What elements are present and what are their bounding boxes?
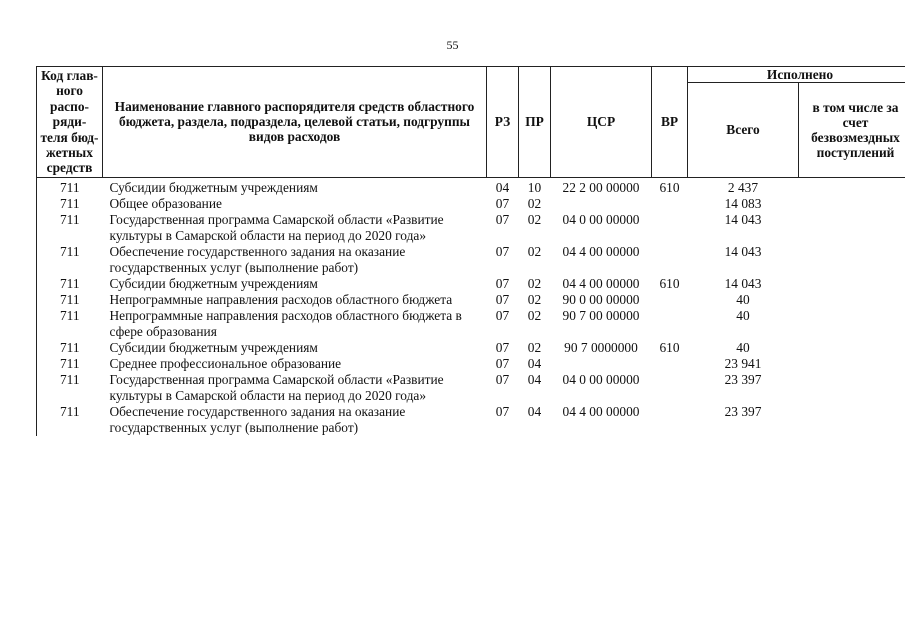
table-row xyxy=(37,404,905,436)
cell-pr: 02 xyxy=(527,307,542,323)
cell-free xyxy=(799,292,905,308)
cell-total: 2 437 xyxy=(727,179,759,195)
cell-pr: 04 xyxy=(527,355,542,371)
cell-rz: 07 xyxy=(495,275,510,291)
table-row xyxy=(37,212,905,244)
table-row xyxy=(37,292,905,308)
cell-free xyxy=(799,340,905,356)
cell-free xyxy=(799,244,905,276)
cell-code: 711 xyxy=(37,372,103,404)
cell-name: Среднее профессиональное образование xyxy=(109,355,342,371)
header-rz: РЗ xyxy=(487,67,519,178)
cell-code: 711 xyxy=(37,404,103,436)
cell-vr xyxy=(652,292,688,308)
cell-name: Обеспечение государственного задания на оказание государственных услуг (выполнение работ) xyxy=(109,403,406,435)
table-row xyxy=(37,356,905,372)
cell-free xyxy=(799,177,905,196)
cell-name: Субсидии бюджетным учреждениям xyxy=(109,339,318,355)
cell-pr: 02 xyxy=(527,275,542,291)
cell-name: Государственная программа Самарской области «Развитие культуры в Самарской области на период до 2020 года» xyxy=(109,211,444,243)
page-number: 55 xyxy=(446,38,459,52)
header-vr: ВР xyxy=(652,67,688,178)
cell-rz: 07 xyxy=(495,195,510,211)
cell-rz: 07 xyxy=(495,211,510,227)
header-csr: ЦСР xyxy=(551,67,652,178)
cell-code: 711 xyxy=(37,212,103,244)
cell-vr: 610 xyxy=(659,179,680,195)
cell-pr: 02 xyxy=(527,291,542,307)
cell-vr: 610 xyxy=(659,275,680,291)
cell-csr: 04 0 00 00000 xyxy=(562,371,640,387)
header-name: Наименование главного распорядителя средств областного бюджета, раздела, подраздела, целевой статьи, подгруппы видов расходов xyxy=(103,67,487,178)
table-row xyxy=(37,308,905,340)
table-row xyxy=(37,372,905,404)
table-row xyxy=(37,340,905,356)
cell-total: 14 083 xyxy=(724,195,762,211)
cell-total: 23 397 xyxy=(724,371,762,387)
cell-vr xyxy=(652,356,688,372)
cell-csr: 90 7 0000000 xyxy=(564,339,638,355)
cell-total: 40 xyxy=(736,291,750,307)
cell-pr: 10 xyxy=(527,179,542,195)
cell-name: Непрограммные направления расходов областного бюджета в сфере образования xyxy=(109,307,462,339)
cell-rz: 07 xyxy=(495,307,510,323)
cell-vr xyxy=(652,244,688,276)
cell-vr xyxy=(652,212,688,244)
cell-rz: 07 xyxy=(495,355,510,371)
header-code: Код глав-ного распо-ряди-теля бюд-жетных средств xyxy=(37,67,103,178)
header-pr: ПР xyxy=(519,67,551,178)
cell-name: Государственная программа Самарской области «Развитие культуры в Самарской области на период до 2020 года» xyxy=(109,371,444,403)
table-row xyxy=(37,177,905,196)
cell-free xyxy=(799,308,905,340)
cell-free xyxy=(799,404,905,436)
cell-code: 711 xyxy=(37,276,103,292)
cell-code: 711 xyxy=(37,292,103,308)
cell-total: 14 043 xyxy=(724,211,762,227)
cell-name: Общее образование xyxy=(109,195,222,211)
cell-name: Обеспечение государственного задания на оказание государственных услуг (выполнение работ) xyxy=(109,243,406,275)
cell-csr: 22 2 00 00000 xyxy=(562,179,640,195)
cell-code: 711 xyxy=(37,196,103,212)
header-free: в том числе за счет безвозмездных поступлений xyxy=(799,83,905,178)
cell-vr xyxy=(652,404,688,436)
cell-vr xyxy=(652,196,688,212)
cell-name: Субсидии бюджетным учреждениям xyxy=(109,179,318,195)
cell-csr: 04 4 00 00000 xyxy=(562,403,640,419)
table-row xyxy=(37,244,905,276)
cell-csr: 04 0 00 00000 xyxy=(562,211,640,227)
cell-name: Субсидии бюджетным учреждениям xyxy=(109,275,318,291)
table-header xyxy=(37,67,905,178)
cell-free xyxy=(799,212,905,244)
cell-csr: 90 0 00 00000 xyxy=(562,291,640,307)
cell-total: 40 xyxy=(736,307,750,323)
cell-csr: 04 4 00 00000 xyxy=(562,275,640,291)
cell-pr: 02 xyxy=(527,195,542,211)
cell-code: 711 xyxy=(37,244,103,276)
cell-rz: 07 xyxy=(495,291,510,307)
cell-total: 23 397 xyxy=(724,403,762,419)
cell-total: 14 043 xyxy=(724,243,762,259)
cell-pr: 04 xyxy=(527,371,542,387)
cell-vr xyxy=(652,372,688,404)
header-total: Всего xyxy=(688,83,799,178)
cell-pr: 02 xyxy=(527,243,542,259)
cell-pr: 02 xyxy=(527,339,542,355)
cell-name: Непрограммные направления расходов областного бюджета xyxy=(109,291,453,307)
cell-rz: 07 xyxy=(495,371,510,387)
cell-code: 711 xyxy=(37,356,103,372)
cell-rz: 07 xyxy=(495,339,510,355)
cell-code: 711 xyxy=(37,177,103,196)
budget-table xyxy=(36,66,905,436)
cell-csr: 04 4 00 00000 xyxy=(562,243,640,259)
cell-total: 40 xyxy=(736,339,750,355)
cell-free xyxy=(799,356,905,372)
cell-csr: 90 7 00 00000 xyxy=(562,307,640,323)
cell-csr xyxy=(551,196,652,212)
cell-pr: 02 xyxy=(527,211,542,227)
table-row xyxy=(37,196,905,212)
header-executed: Исполнено xyxy=(688,67,905,83)
cell-free xyxy=(799,276,905,292)
cell-total: 23 941 xyxy=(724,355,762,371)
cell-total: 14 043 xyxy=(724,275,762,291)
table-row xyxy=(37,276,905,292)
cell-rz: 04 xyxy=(495,179,510,195)
cell-code: 711 xyxy=(37,308,103,340)
cell-code: 711 xyxy=(37,340,103,356)
table-body xyxy=(37,177,905,436)
cell-csr xyxy=(551,356,652,372)
cell-free xyxy=(799,196,905,212)
cell-vr xyxy=(652,308,688,340)
cell-vr: 610 xyxy=(659,339,680,355)
cell-pr: 04 xyxy=(527,403,542,419)
cell-rz: 07 xyxy=(495,243,510,259)
cell-rz: 07 xyxy=(495,403,510,419)
cell-free xyxy=(799,372,905,404)
